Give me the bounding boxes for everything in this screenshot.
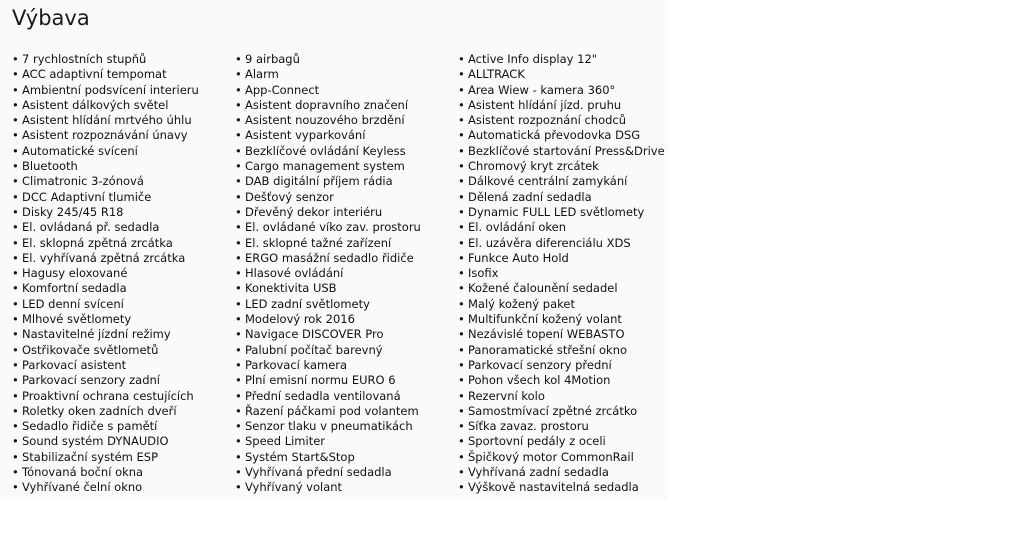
equipment-item: • Asistent hlídání jízd. pruhu <box>458 98 665 113</box>
equipment-item: • Kožené čalounění sedadel <box>458 281 665 296</box>
equipment-item: • Nastavitelné jízdní režimy <box>12 327 199 342</box>
equipment-item: • El. ovládané víko zav. prostoru <box>235 220 421 235</box>
equipment-item: • Stabilizační systém ESP <box>12 450 199 465</box>
equipment-item: • Panoramatické střešní okno <box>458 343 665 358</box>
equipment-item: • Řazení páčkami pod volantem <box>235 404 421 419</box>
equipment-item: • El. ovládání oken <box>458 220 665 235</box>
equipment-item: • Active Info display 12" <box>458 52 665 67</box>
equipment-item: • Ostřikovače světlometů <box>12 343 199 358</box>
equipment-item: • Přední sedadla ventilovaná <box>235 389 421 404</box>
equipment-item: • Automatické svícení <box>12 144 199 159</box>
page-title: Výbava <box>12 6 90 30</box>
equipment-item: • Roletky oken zadních dveří <box>12 404 199 419</box>
equipment-item: • Sound systém DYNAUDIO <box>12 434 199 449</box>
equipment-item: • Parkovací senzory přední <box>458 358 665 373</box>
equipment-item: • Bezklíčové ovládání Keyless <box>235 144 421 159</box>
equipment-item: • LED zadní světlomety <box>235 297 421 312</box>
equipment-item: • Plní emisní normu EURO 6 <box>235 373 421 388</box>
equipment-item: • Parkovací kamera <box>235 358 421 373</box>
equipment-item: • Samostmívací zpětné zrcátko <box>458 404 665 419</box>
equipment-item: • Bluetooth <box>12 159 199 174</box>
equipment-item: • Multifunkční kožený volant <box>458 312 665 327</box>
equipment-item: • Navigace DISCOVER Pro <box>235 327 421 342</box>
equipment-item: • ERGO masážní sedadlo řidiče <box>235 251 421 266</box>
equipment-item: • Automatická převodovka DSG <box>458 128 665 143</box>
equipment-item: • Proaktivní ochrana cestujících <box>12 389 199 404</box>
equipment-item: • Asistent dálkových světel <box>12 98 199 113</box>
equipment-item: • El. sklopná zpětná zrcátka <box>12 236 199 251</box>
equipment-item: • Palubní počítač barevný <box>235 343 421 358</box>
equipment-item: • Asistent hlídání mrtvého úhlu <box>12 113 199 128</box>
equipment-item: • DAB digitální příjem rádia <box>235 174 421 189</box>
equipment-item: • Vyhřívaná přední sedadla <box>235 465 421 480</box>
equipment-item: • ACC adaptivní tempomat <box>12 67 199 82</box>
equipment-item: • Modelový rok 2016 <box>235 312 421 327</box>
equipment-item: • Disky 245/45 R18 <box>12 205 199 220</box>
equipment-item: • Chromový kryt zrcátek <box>458 159 665 174</box>
equipment-item: • 7 rychlostních stupňů <box>12 52 199 67</box>
equipment-item: • Sedadlo řidiče s pamětí <box>12 419 199 434</box>
equipment-item: • Climatronic 3-zónová <box>12 174 199 189</box>
equipment-column-3 <box>458 52 665 496</box>
equipment-item: • Asistent dopravního značení <box>235 98 421 113</box>
equipment-item: • El. uzávěra diferenciálu XDS <box>458 236 665 251</box>
equipment-item: • Tónovaná boční okna <box>12 465 199 480</box>
equipment-item: • Mlhové světlomety <box>12 312 199 327</box>
equipment-item: • Dálkové centrální zamykání <box>458 174 665 189</box>
equipment-item: • Bezklíčové startování Press&Drive <box>458 144 665 159</box>
equipment-item: • Vyhřívaný volant <box>235 480 421 495</box>
equipment-item: • El. sklopné tažné zařízení <box>235 236 421 251</box>
equipment-item: • Konektivita USB <box>235 281 421 296</box>
equipment-item: • Výškově nastavitelná sedadla <box>458 480 665 495</box>
equipment-item: • Asistent vyparkování <box>235 128 421 143</box>
equipment-item: • Area Wiew - kamera 360° <box>458 83 665 98</box>
equipment-item: • Vyhřívaná zadní sedadla <box>458 465 665 480</box>
equipment-item: • Komfortní sedadla <box>12 281 199 296</box>
equipment-item: • Vyhřívané čelní okno <box>12 480 199 495</box>
equipment-item: • Ambientní podsvícení interieru <box>12 83 199 98</box>
equipment-item: • Parkovací asistent <box>12 358 199 373</box>
equipment-column-1 <box>12 52 199 496</box>
equipment-item: • El. vyhřívaná zpětná zrcátka <box>12 251 199 266</box>
equipment-item: • Parkovací senzory zadní <box>12 373 199 388</box>
equipment-item: • Systém Start&Stop <box>235 450 421 465</box>
equipment-item: • Dělená zadní sedadla <box>458 190 665 205</box>
equipment-item: • Nezávislé topení WEBASTO <box>458 327 665 342</box>
equipment-item: • Alarm <box>235 67 421 82</box>
equipment-item: • Cargo management system <box>235 159 421 174</box>
equipment-item: • Dynamic FULL LED světlomety <box>458 205 665 220</box>
equipment-item: • DCC Adaptivní tlumiče <box>12 190 199 205</box>
equipment-item: • Funkce Auto Hold <box>458 251 665 266</box>
equipment-item: • El. ovládaná př. sedadla <box>12 220 199 235</box>
equipment-item: • Rezervní kolo <box>458 389 665 404</box>
equipment-column-2 <box>235 52 421 496</box>
equipment-item: • Hagusy eloxované <box>12 266 199 281</box>
equipment-item: • Senzor tlaku v pneumatikách <box>235 419 421 434</box>
equipment-item: • Špičkový motor CommonRail <box>458 450 665 465</box>
equipment-item: • 9 airbagů <box>235 52 421 67</box>
equipment-item: • Hlasové ovládání <box>235 266 421 281</box>
equipment-item: • Asistent rozpoznávání únavy <box>12 128 199 143</box>
equipment-item: • ALLTRACK <box>458 67 665 82</box>
equipment-item: • App-Connect <box>235 83 421 98</box>
equipment-item: • Dřevěný dekor interiéru <box>235 205 421 220</box>
equipment-item: • Asistent nouzového brzdění <box>235 113 421 128</box>
equipment-item: • LED denní svícení <box>12 297 199 312</box>
equipment-item: • Dešťový senzor <box>235 190 421 205</box>
equipment-item: • Síťka zavaz. prostoru <box>458 419 665 434</box>
equipment-item: • Sportovní pedály z oceli <box>458 434 665 449</box>
equipment-item: • Speed Limiter <box>235 434 421 449</box>
equipment-item: • Malý kožený paket <box>458 297 665 312</box>
equipment-item: • Asistent rozpoznání chodců <box>458 113 665 128</box>
equipment-item: • Isofix <box>458 266 665 281</box>
equipment-item: • Pohon všech kol 4Motion <box>458 373 665 388</box>
